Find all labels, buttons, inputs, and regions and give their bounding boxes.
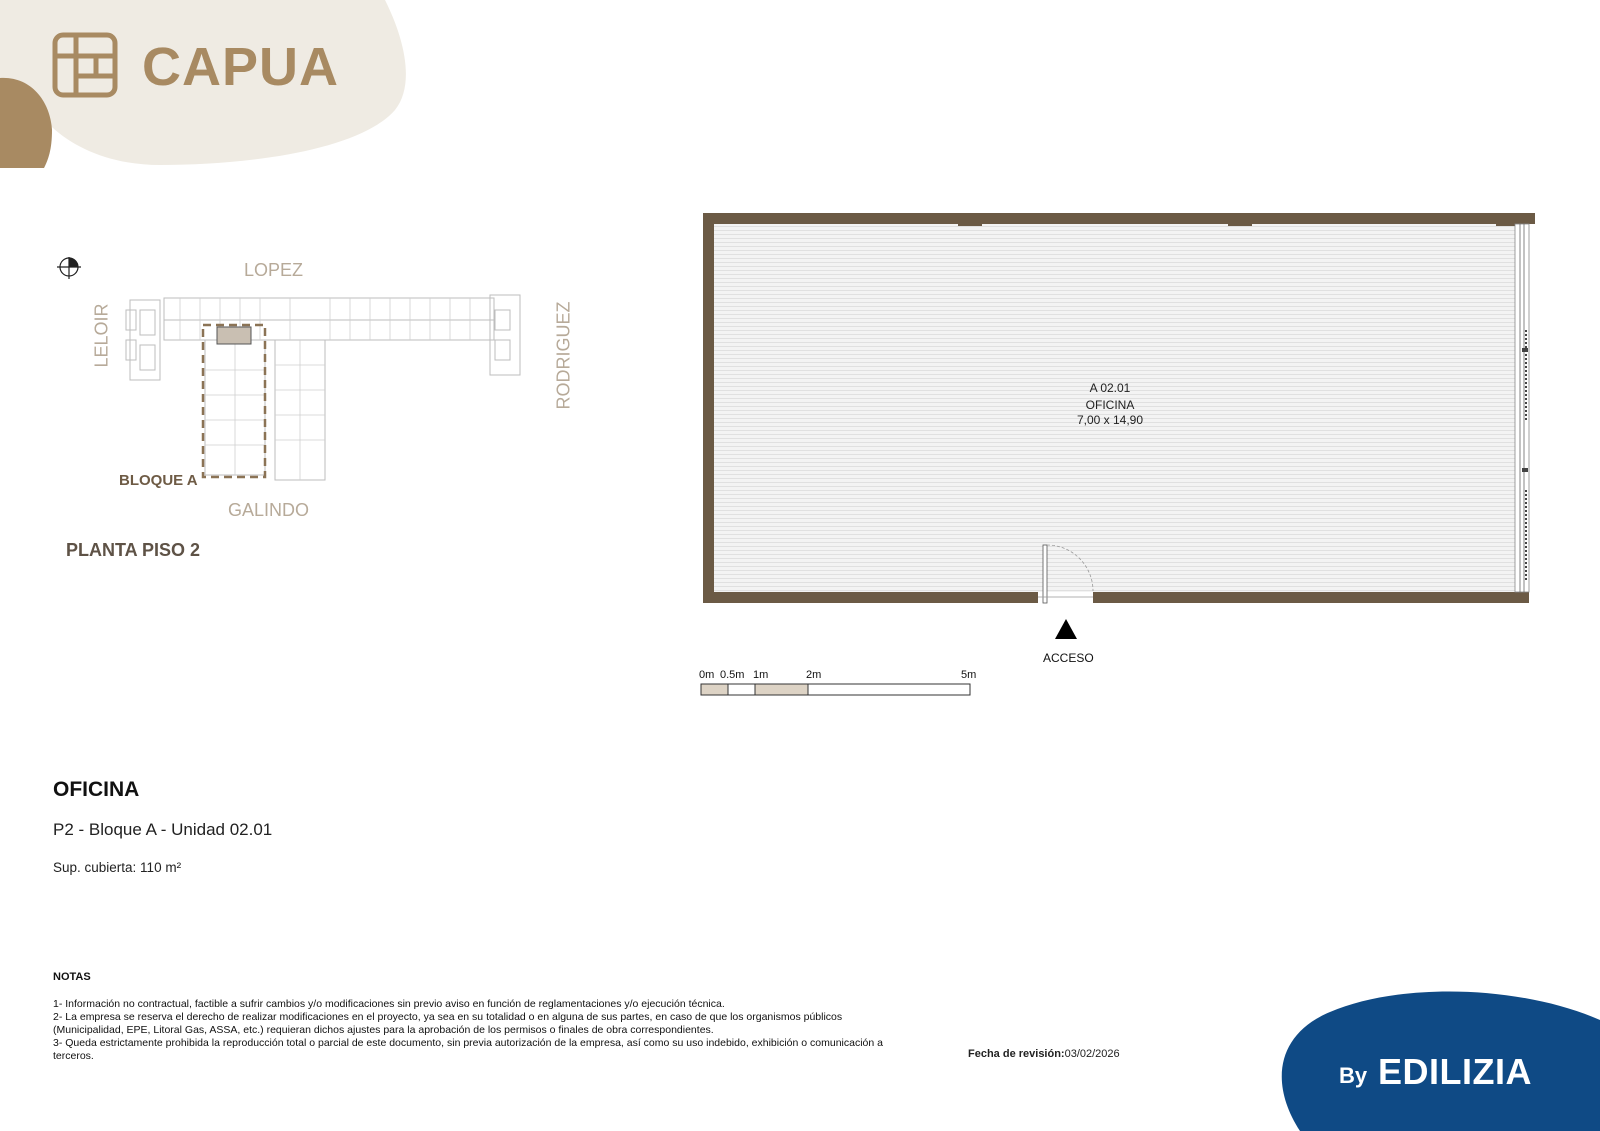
window-grid-icon: [52, 32, 118, 98]
note-item: 3- Queda estrictamente prohibida la reproducción total o parcial de este documento, sin previa autorización de la empresa, así como su uso indebido, exhibición o comunicación a terceros.: [53, 1037, 883, 1062]
room-name: OFICINA: [1085, 398, 1135, 412]
note-item: 2- La empresa se reserva el derecho de realizar modificaciones en el proyecto, ya sea en su totalidad o en alguna de sus partes, en caso de que los organismos públicos (Municipalidad, EPE, Litoral Gas, ASSA, etc.) requieran dichos ajustes para la aprobación de los permisos o finales de obra correspondientes.: [53, 1011, 843, 1036]
developer-logo: EDILIZIA: [1378, 1051, 1532, 1092]
room-dimensions: 7,00 x 14,90: [1076, 413, 1144, 427]
scale-label-0.5m: 0.5m: [720, 669, 745, 681]
by-label: By: [1339, 1063, 1368, 1088]
revision-label: Fecha de revisión:: [968, 1048, 1065, 1060]
wall-left: [703, 213, 714, 603]
north-compass-icon: [56, 254, 82, 280]
project-logo-text: CAPUA: [142, 37, 340, 97]
scale-label-5m: 5m: [961, 669, 977, 681]
floor-label: PLANTA PISO 2: [66, 540, 201, 560]
street-label-top: LOPEZ: [244, 260, 304, 280]
street-label-right: RODRIGUEZ: [553, 301, 574, 410]
access-arrow-icon: [1055, 619, 1077, 639]
wall-top: [703, 213, 1535, 224]
access-label: ACCESO: [1043, 651, 1094, 665]
scale-label-1m: 1m: [753, 669, 769, 681]
room-id: A 02.01: [1089, 381, 1131, 395]
street-label-bottom: GALINDO: [228, 500, 310, 520]
notes-title: NOTAS: [53, 971, 91, 983]
unit-type: OFICINA: [53, 778, 140, 801]
revision-date: [968, 1048, 1120, 1060]
unit-subtitle: P2 - Bloque A - Unidad 02.01: [53, 820, 273, 839]
scale-bar: [700, 683, 972, 697]
note-item: 1- Información no contractual, factible a sufrir cambios y/o modificaciones sin previo aviso en función de reglamentaciones y/o ejecución técnica.: [53, 998, 725, 1010]
block-label: BLOQUE A: [119, 472, 198, 489]
notes-list: [53, 998, 893, 1063]
site-plan-drawing: [120, 290, 540, 490]
revision-value: 03/02/2026: [1064, 1048, 1120, 1060]
wall-bottom-left: [703, 592, 1038, 603]
scale-label-2m: 2m: [806, 669, 822, 681]
window-facade: [1515, 224, 1529, 592]
wall-bottom-right: [1093, 592, 1529, 603]
scale-label-0m: 0m: [699, 669, 715, 681]
street-label-left: LELOIR: [91, 303, 112, 368]
unit-surface: Sup. cubierta: 110 m²: [53, 860, 182, 875]
